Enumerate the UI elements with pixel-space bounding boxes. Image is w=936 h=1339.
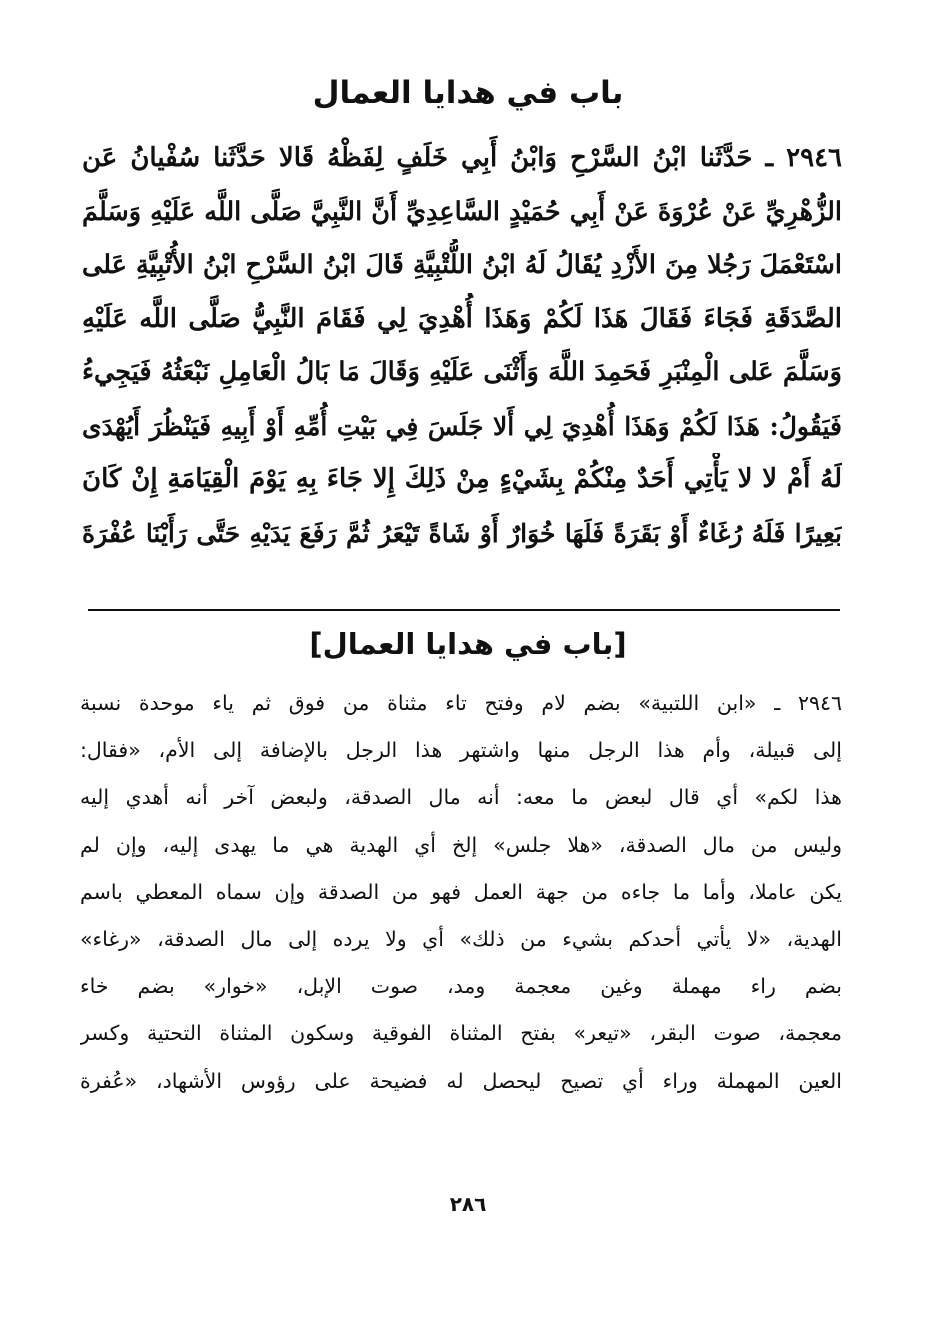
hadith-line: الصَّدَقَةِ فَجَاءَ فَقَالَ هَذَا لَكُمْ وَهَذَا أُهْدِيَ لِي فَقَامَ النَّبِيُّ صَلَّى اللَّه عَلَيْهِ [82, 303, 842, 334]
commentary-line: هذا لكم» أي قال لبعض ما معه: أنه مال الصدقة، ولبعض آخر أنه أهدي إليه [80, 785, 842, 810]
commentary-text [80, 680, 842, 1105]
commentary-line: الهدية، «لا يأتي أحدكم بشيء من ذلك» أي ولا يرده إلى مال الصدقة، «رغاء» [80, 926, 842, 951]
commentary-title: [باب في هدايا العمال] [309, 627, 627, 661]
section-divider [88, 609, 840, 611]
commentary-line: وليس من مال الصدقة، «هلا جلس» إلخ أي الهدية هي ما يهدى إليه، وإن لم [80, 832, 842, 857]
page-number: ٢٨٦ [449, 1192, 487, 1216]
hadith-line: الزُّهْرِيِّ عَنْ عُرْوَةَ عَنْ أَبِي حُمَيْدٍ السَّاعِدِيِّ أَنَّ النَّبِيَّ صَلَّى اللَّه عَلَيْهِ وَسَلَّمَ [82, 196, 842, 227]
hadith-line: فَيَقُولُ: هَذَا لَكُمْ وَهَذَا أُهْدِيَ لِي أَلا جَلَسَ فِي بَيْتِ أُمِّهِ أَوْ أَبِيهِ فَيَنْظُرَ أَيُهْدَى [82, 411, 842, 441]
hadith-line: بَعِيرًا فَلَهُ رُغَاءٌ أَوْ بَقَرَةً فَلَهَا خُوَارٌ أَوْ شَاةً تَيْعَرُ ثُمَّ رَفَعَ يَدَيْهِ حَتَّى رَأَيْنَا عُفْرَةَ [82, 518, 842, 548]
hadith-line: وَسَلَّمَ عَلى الْمِنْبَرِ فَحَمِدَ اللَّهَ وَأَثْنَى عَلَيْهِ وَقَالَ مَا بَالُ الْعَامِلِ نَبْعَثُهُ فَيَجِيءُ [82, 357, 842, 387]
commentary-line: إلى قبيلة، وأم هذا الرجل منها واشتهر هذا الرجل بالإضافة إلى الأم، «فقال: [80, 738, 842, 763]
hadith-line: لَهُ أَمْ لا لا يَأْتِي أَحَدٌ مِنْكُمْ بِشَيْءٍ مِنْ ذَلِكَ إِلا جَاءَ بِهِ يَوْمَ الْقِيَامَةِ إِنْ كَانَ [82, 464, 842, 494]
commentary-line: ٢٩٤٦ ـ «ابن اللتبية» بضم لام وفتح تاء مثناة من فوق ثم ياء موحدة نسبة [80, 691, 842, 715]
hadith-line: ٢٩٤٦ ـ حَدَّثَنا ابْنُ السَّرْحِ وَابْنُ أَبِي خَلَفٍ لِفَظْهُ قَالا حَدَّثَنا سُفْيانُ عَن [82, 143, 842, 173]
hadith-text [82, 132, 842, 560]
commentary-line: العين المهملة وراء أي تصيح ليحصل له فضيحة على رؤوس الأشهاد، «عُفرة [80, 1068, 842, 1093]
commentary-line: يكن عاملا، وأما ما جاءه من جهة العمل فهو من الصدقة وإن سماه المعطي باسم [80, 879, 842, 904]
commentary-line: بضم راء مهملة وغين معجمة ومد، صوت الإبل، «خوار» بضم خاء [80, 974, 842, 999]
commentary-line: معجمة، صوت البقر، «تيعر» بفتح المثناة الفوقية وسكون المثناة التحتية وكسر [80, 1021, 842, 1046]
chapter-title: باب في هدايا العمال [312, 75, 624, 111]
hadith-line: اسْتَعْمَلَ رَجُلا مِنَ الأَزْدِ يُقَالُ لَهُ ابْنُ اللُّتْبِيَّةِ قَالَ ابْنُ السَّرْحِ ابْنُ الأُتْبِيَّةِ عَلى [82, 250, 842, 280]
